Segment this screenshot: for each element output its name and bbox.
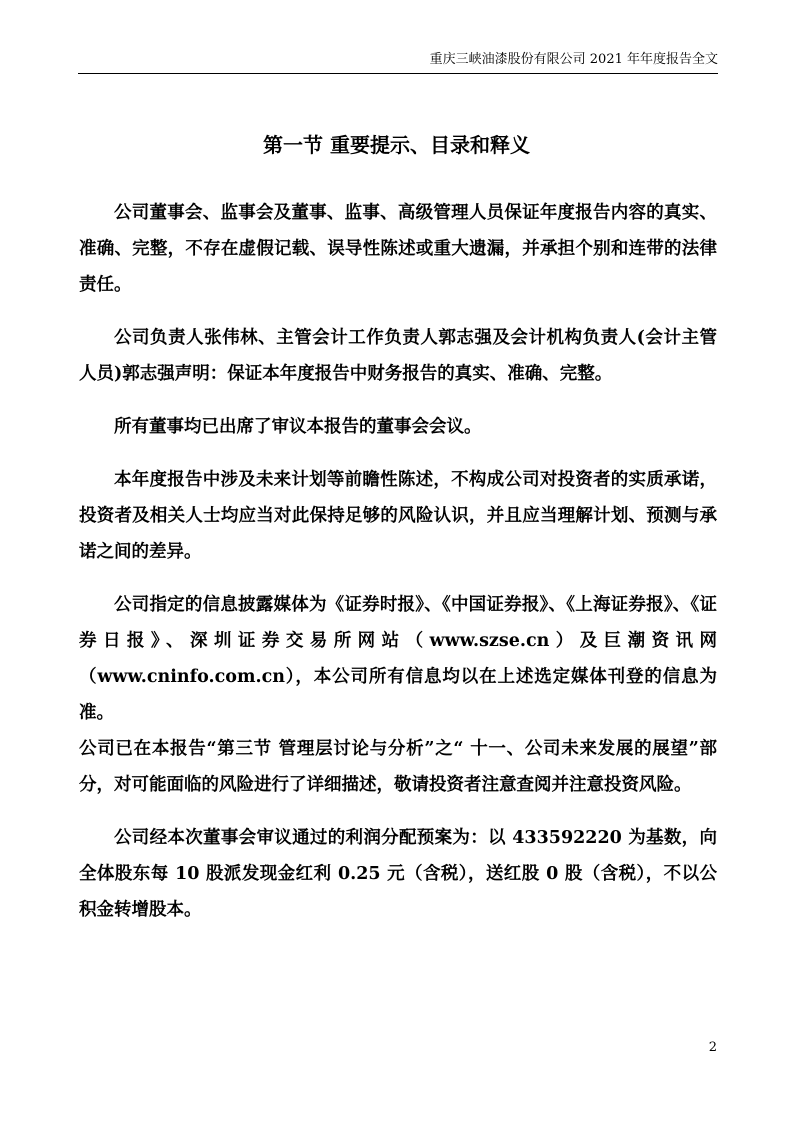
paragraph-forward-looking-disclaimer: 本年度报告中涉及未来计划等前瞻性陈述，不构成公司对投资者的实质承诺，投资者及相关人士均应当对此保持足够的风险认识，并且应当理解计划、预测与承诺之间的差异。 [79,470,717,562]
section-title: 第一节 重要提示、目录和释义 [263,133,530,157]
paragraph-responsibility-statement: 公司董事会、监事会及董事、监事、高级管理人员保证年度报告内容的真实、准确、完整，不存在虚假记载、误导性陈述或重大遗漏，并承担个别和连带的法律责任。 [79,203,717,295]
running-header [78,51,718,74]
paragraph-risk-description: 公司已在本报告“第三节 管理层讨论与分析”之“ 十一、公司未来发展的展望”部分，对可能面临的风险进行了详细描述，敬请投资者注意查阅并注意投资风险。 [79,739,717,795]
paragraph-profit-distribution: 公司经本次董事会审议通过的利润分配预案为：以 433592220 为基数，向全体股东每 10 股派发现金红利 0.25 元（含税），送红股 0 股（含税），不以公积金转增股本。 [79,828,717,920]
running-header-title: 重庆三峡油漆股份有限公司 2021 年年度报告全文 [429,52,718,67]
paragraph-financial-statement-declaration: 公司负责人张伟林、主管会计工作负责人郭志强及会计机构负责人(会计主管人员)郭志强声明：保证本年度报告中财务报告的真实、准确、完整。 [79,328,717,384]
page-number: 2 [708,1040,717,1055]
body-content [79,195,717,945]
paragraph-disclosure-media: 公司指定的信息披露媒体为《证券时报》、《中国证券报》、《上海证券报》、《证券日报》、深圳证券交易所网站（www.szse.cn）及巨潮资讯网（www.cninfo.com.cn），本公司所有信息均以在上述选定媒体刊登的信息为准。 [79,595,717,723]
paragraph-director-attendance: 所有董事均已出席了审议本报告的董事会会议。 [114,417,482,437]
